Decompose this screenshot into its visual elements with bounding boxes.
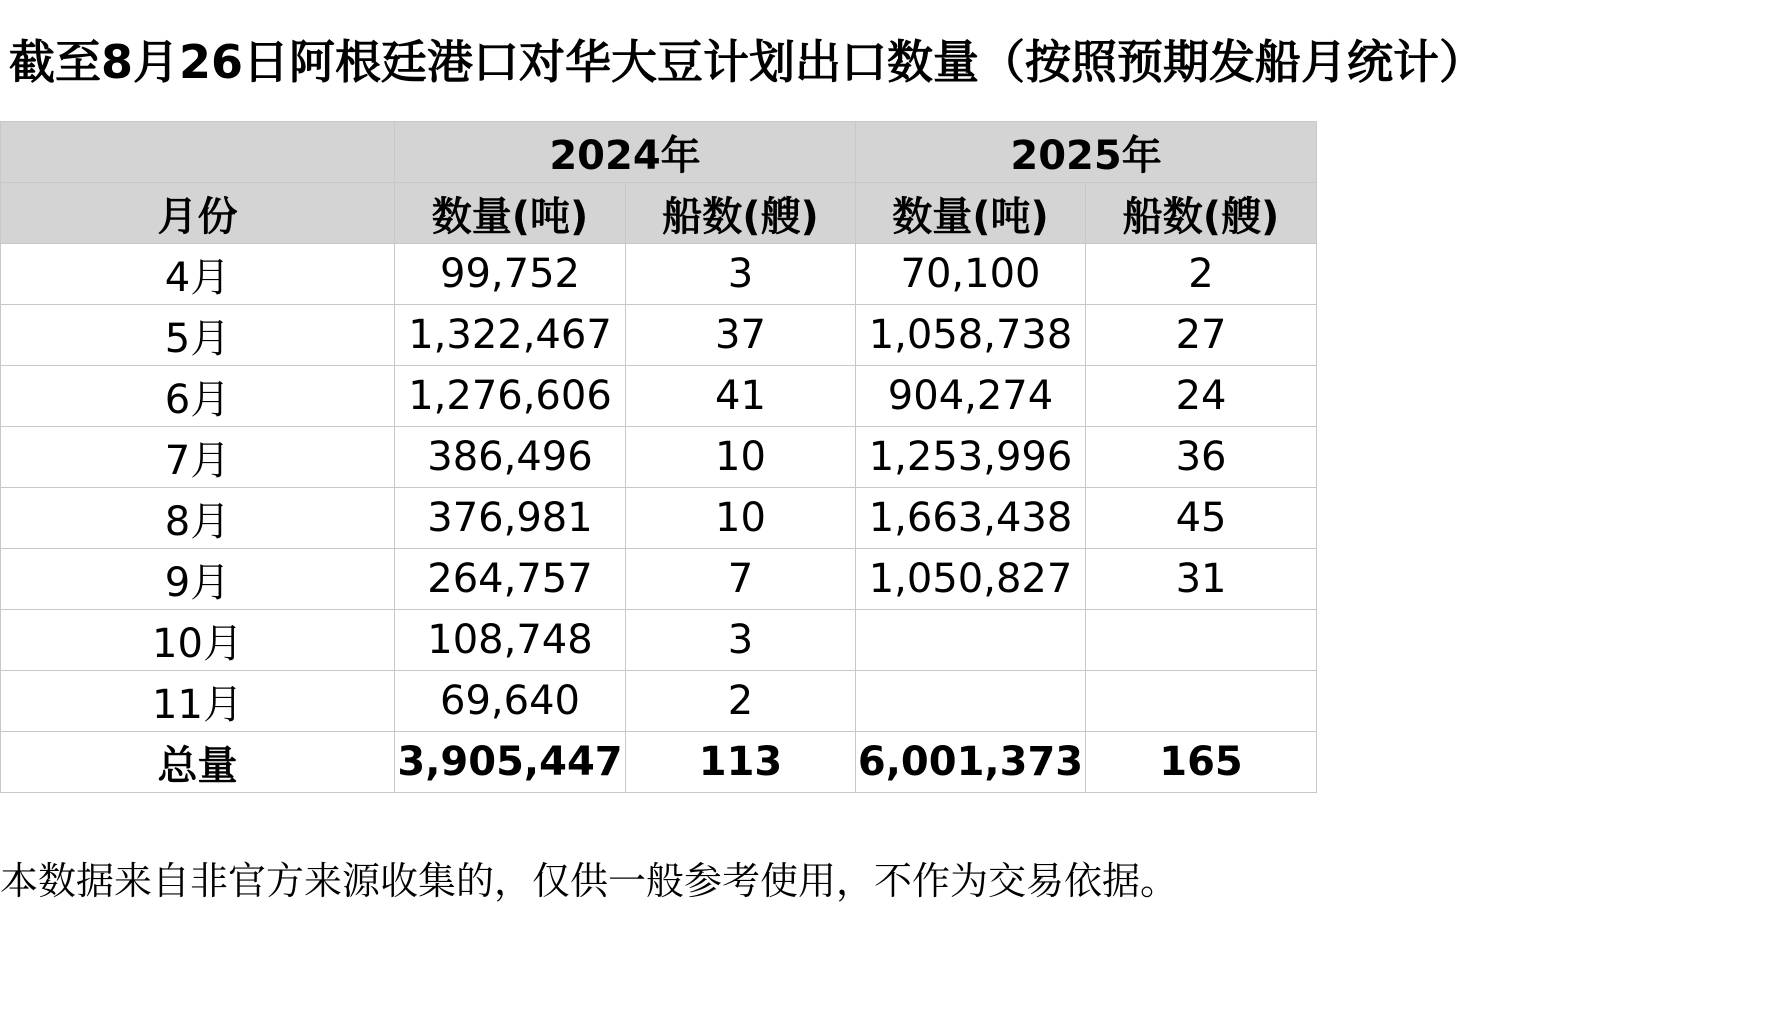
ships-2024-cell: 37 [626, 305, 856, 366]
qty-2024-cell: 99,752 [395, 244, 626, 305]
ships-2025-cell: 36 [1086, 427, 1317, 488]
month-cell: 4月 [1, 244, 395, 305]
qty-2025-cell: 1,050,827 [856, 549, 1086, 610]
total-ships-2025-cell: 165 [1086, 732, 1317, 793]
column-header-row [1, 183, 1317, 244]
ships-header-2024: 船数(艘) [626, 183, 856, 244]
ships-2024-cell: 3 [626, 610, 856, 671]
empty-corner-cell [1, 122, 395, 183]
qty-2025-cell [856, 671, 1086, 732]
ships-2024-cell: 3 [626, 244, 856, 305]
total-label-cell: 总量 [1, 732, 395, 793]
month-cell: 10月 [1, 610, 395, 671]
qty-2024-cell: 108,748 [395, 610, 626, 671]
qty-2025-cell: 1,058,738 [856, 305, 1086, 366]
year-header-row [1, 122, 1317, 183]
export-table [0, 121, 1317, 793]
month-cell: 5月 [1, 305, 395, 366]
ships-2024-cell: 41 [626, 366, 856, 427]
qty-2025-cell: 1,663,438 [856, 488, 1086, 549]
ships-2025-cell [1086, 610, 1317, 671]
qty-2024-cell: 264,757 [395, 549, 626, 610]
table-row [1, 366, 1317, 427]
month-header: 月份 [1, 183, 395, 244]
qty-2024-cell: 1,276,606 [395, 366, 626, 427]
month-cell: 6月 [1, 366, 395, 427]
year-header-2025: 2025年 [856, 122, 1317, 183]
month-cell: 8月 [1, 488, 395, 549]
year-header-2024: 2024年 [395, 122, 856, 183]
ships-2025-cell: 27 [1086, 305, 1317, 366]
qty-2024-cell: 386,496 [395, 427, 626, 488]
ships-2024-cell: 2 [626, 671, 856, 732]
table-row [1, 610, 1317, 671]
qty-2024-cell: 69,640 [395, 671, 626, 732]
total-qty-2025-cell: 6,001,373 [856, 732, 1086, 793]
ships-2025-cell: 45 [1086, 488, 1317, 549]
table-row [1, 671, 1317, 732]
footnote: 本数据来自非官方来源收集的，仅供一般参考使用，不作为交易依据。 [0, 859, 1179, 903]
table-row [1, 427, 1317, 488]
qty-header-2024: 数量(吨) [395, 183, 626, 244]
qty-2025-cell: 1,253,996 [856, 427, 1086, 488]
ships-2024-cell: 10 [626, 427, 856, 488]
ships-2025-cell [1086, 671, 1317, 732]
total-row [1, 732, 1317, 793]
month-cell: 9月 [1, 549, 395, 610]
total-qty-2024-cell: 3,905,447 [395, 732, 626, 793]
qty-2025-cell: 70,100 [856, 244, 1086, 305]
ships-2024-cell: 7 [626, 549, 856, 610]
qty-2024-cell: 1,322,467 [395, 305, 626, 366]
ships-2025-cell: 24 [1086, 366, 1317, 427]
page-title: 截至8月26日阿根廷港口对华大豆计划出口数量（按照预期发船月统计） [9, 35, 1486, 89]
ships-header-2025: 船数(艘) [1086, 183, 1317, 244]
month-cell: 11月 [1, 671, 395, 732]
total-ships-2024-cell: 113 [626, 732, 856, 793]
qty-2024-cell: 376,981 [395, 488, 626, 549]
ships-2025-cell: 2 [1086, 244, 1317, 305]
table-row [1, 244, 1317, 305]
table-row [1, 549, 1317, 610]
ships-2024-cell: 10 [626, 488, 856, 549]
month-cell: 7月 [1, 427, 395, 488]
qty-2025-cell [856, 610, 1086, 671]
qty-2025-cell: 904,274 [856, 366, 1086, 427]
table-row [1, 305, 1317, 366]
table-row [1, 488, 1317, 549]
ships-2025-cell: 31 [1086, 549, 1317, 610]
qty-header-2025: 数量(吨) [856, 183, 1086, 244]
